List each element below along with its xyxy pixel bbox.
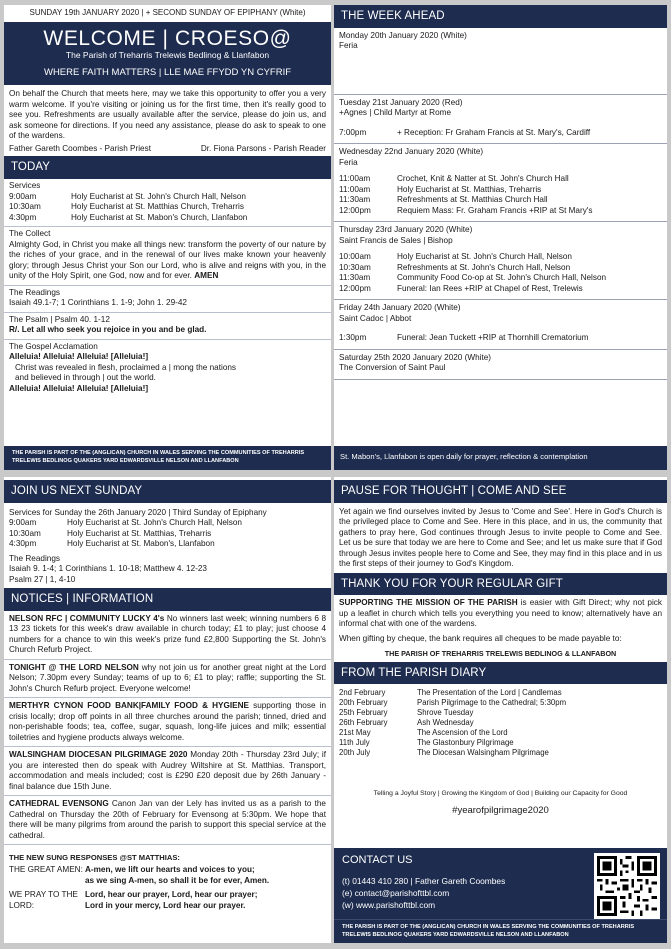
week-day-subtitle: Feria bbox=[339, 157, 358, 167]
next-service-row bbox=[9, 518, 326, 529]
notice-item bbox=[4, 747, 331, 796]
week-event-desc: + Reception: Fr Graham Francis at St. Mary's, Cardiff bbox=[397, 127, 591, 137]
next-service-time: 4:30pm bbox=[9, 539, 37, 549]
diary-date: 20th July bbox=[339, 748, 371, 758]
today-heading: TODAY bbox=[4, 156, 331, 179]
diary-item bbox=[339, 698, 662, 708]
collect-text: Almighty God, in Christ you make all things new: transform the poverty of our nature by the riches of your grace, and in the renewal of our lives make known your heavenly glory; through Jesus Christ your Son our Lord, who is alive and reigns with you, in the unity of the Holy Spirit, one God, now and for ever. AMEN bbox=[9, 239, 326, 281]
diary-heading: FROM THE PARISH DIARY bbox=[334, 662, 667, 685]
service-desc: Holy Eucharist at St. Mabon's Church, Llanfabon bbox=[71, 212, 248, 222]
notice-text: why not join us for another great night at the Lord Nelson; 7.30pm every Sunday; teams of up to 6; £1 to play; raffle; supporting the St. John's Church Refurb project. Everyone welcome! bbox=[9, 662, 326, 693]
collect-amen: AMEN bbox=[194, 271, 219, 281]
diary-desc: The Presentation of the Lord | Candlemas bbox=[417, 688, 562, 698]
diary-desc: Parish Pilgrimage to the Cathedral; 5:30pm bbox=[417, 698, 567, 708]
diary-desc: The Ascension of the Lord bbox=[417, 728, 508, 738]
notice-lead: MERTHYR CYNON FOOD BANK|FAMILY FOOD & HYGIENE bbox=[9, 701, 249, 711]
diary-hashtag: #yearofpilgrimage2020 bbox=[452, 804, 549, 816]
diary-date: 11th July bbox=[339, 738, 370, 748]
diary-item bbox=[339, 748, 662, 758]
service-time: 4:30pm bbox=[9, 212, 37, 222]
today-footer: THE PARISH IS PART OF THE (ANGLICAN) CHURCH IN WALES SERVING THE COMMUNITIES OF TREHARRIS TRELEWIS BEDLINOG QUAKERS YARD EDWARDSVILLE NELSON AND LLANFABON bbox=[4, 446, 331, 470]
diary-item bbox=[339, 738, 662, 748]
diary-desc: Ash Wednesday bbox=[417, 718, 474, 728]
service-row bbox=[9, 192, 326, 203]
week-event bbox=[339, 252, 662, 263]
week-day bbox=[334, 144, 667, 222]
gospel-label: The Gospel Acclamation bbox=[9, 341, 98, 351]
week-event-desc: Crochet, Knit & Natter at St. John's Church Hall bbox=[397, 174, 569, 184]
qr-code-icon bbox=[594, 853, 660, 919]
week-event bbox=[339, 333, 662, 344]
priest-name: Father Gareth Coombes - Parish Priest bbox=[9, 143, 151, 153]
notice-text: No winners last week; winning numbers 6 8 13 23 tickets for this week's draw available in church today; £1 to play; just choose 4 numbers for a chance to win this week's prize fund £2,800 Supporting the St. John's Church Refurb Project. bbox=[9, 613, 327, 655]
week-day-subtitle: Saint Francis de Sales | Bishop bbox=[339, 235, 453, 245]
week-event-time: 12:00pm bbox=[339, 283, 371, 293]
service-desc: Holy Eucharist at St. Matthias Church, Treharris bbox=[71, 202, 244, 212]
week-event-desc: Community Food Co-op at St. John's Church Hall, Nelson bbox=[397, 273, 607, 283]
psalm-label: The Psalm | Psalm 40. 1-12 bbox=[9, 314, 110, 324]
welcome-banner bbox=[4, 22, 331, 85]
week-event bbox=[339, 174, 662, 185]
notice-item bbox=[4, 796, 331, 845]
week-event-desc: Holy Eucharist at St. Matthias, Treharris bbox=[397, 184, 542, 194]
next-sunday-notices-panel bbox=[4, 477, 331, 943]
alleluia-2: Alleluia! Alleluia! Alleluia! [Alleluia!] bbox=[9, 383, 149, 393]
response-line: Lord, hear our prayer, Lord, hear our prayer; bbox=[85, 890, 258, 900]
response-row bbox=[9, 865, 326, 886]
notice-text: Canon Jan van der Lely has invited us as a parish to the Cathedral on Thursday the 20th of February for Evensong at 5:30pm. We hope that there will be many pilgrims from around the parish to support this special service at the cathedral. bbox=[9, 799, 326, 840]
week-event-desc: Funeral: Jean Tuckett +RIP at Thornhill Crematorium bbox=[397, 333, 589, 343]
notice-item bbox=[4, 660, 331, 699]
diary-desc: Shrove Tuesday bbox=[417, 708, 474, 718]
week-event-time: 7:00pm bbox=[339, 127, 367, 137]
next-service-desc: Holy Eucharist at St. John's Church Hall, Nelson bbox=[67, 518, 242, 528]
gospel-line-2: and believed in through | out the world. bbox=[15, 373, 156, 383]
service-desc: Holy Eucharist at St. John's Church Hall, Nelson bbox=[71, 191, 246, 201]
diary-desc: The Diocesan Walsingham Pilgrimage bbox=[417, 748, 549, 758]
welcome-subtitle: The Parish of Treharris Trelewis Bedlinog & Llanfabon bbox=[65, 50, 270, 61]
week-event bbox=[339, 206, 662, 217]
contact-phone: (t) 01443 410 280 | Father Gareth Coombes bbox=[342, 876, 506, 887]
diary-item bbox=[339, 688, 662, 698]
notice-lead: NELSON RFC | COMMUNITY LUCKY 4's bbox=[9, 613, 165, 623]
week-event bbox=[339, 195, 662, 206]
next-service-desc: Holy Eucharist at St. Matthias, Treharris bbox=[67, 528, 212, 538]
week-event-desc: Refreshments at St. John's Church Hall, Nelson bbox=[397, 262, 571, 272]
week-event bbox=[339, 284, 662, 295]
service-row bbox=[9, 213, 326, 224]
diary-desc: The Glastonbury Pilgrimage bbox=[417, 738, 514, 748]
service-row bbox=[9, 202, 326, 213]
week-ahead-panel bbox=[334, 5, 667, 470]
week-heading: THE WEEK AHEAD bbox=[334, 5, 667, 28]
diary-date: 20th February bbox=[339, 698, 388, 708]
contact-email[interactable]: (e) contact@parishofttbl.com bbox=[342, 887, 450, 898]
week-event bbox=[339, 128, 662, 139]
response-line: Lord in your mercy, Lord hear our prayer. bbox=[85, 900, 246, 910]
readings-label: The Readings bbox=[9, 287, 60, 297]
contact-footer: THE PARISH IS PART OF THE (ANGLICAN) CHURCH IN WALES SERVING THE COMMUNITIES OF TREHARRIS TRELEWIS BEDLINOG QUAKERS YARD EDWARDSVILLE NELSON AND LLANFABON bbox=[334, 919, 667, 943]
week-day bbox=[334, 222, 667, 300]
response-line: A-men, we lift our hearts and voices to you; bbox=[85, 865, 255, 875]
next-service-desc: Holy Eucharist at St. Mabon's, Llanfabon bbox=[67, 539, 215, 549]
week-event-time: 11:30am bbox=[339, 273, 371, 283]
services-label: Services bbox=[9, 181, 41, 191]
diary-item bbox=[339, 718, 662, 728]
psalm-response: R/. Let all who seek you rejoice in you and be glad. bbox=[9, 325, 207, 335]
welcome-title: WELCOME | CROESO@ bbox=[43, 27, 292, 51]
gift-payee: THE PARISH OF TREHARRIS TRELEWIS BEDLINOG & LLANFABON bbox=[384, 649, 617, 659]
week-day-title: Tuesday 21st January 2020 (Red) bbox=[339, 97, 463, 107]
week-event-desc: Funeral: Ian Rees +RIP at Chapel of Rest, Trelewis bbox=[397, 283, 583, 293]
notice-text: supporting those in crisis locally; drop off points in all three churches around the parish; tinned, dried and non-perishable foods; tea, coffee, sugar, squash, long-life juices and milk; essential toiletries and hygiene products always welcome. bbox=[9, 701, 326, 742]
gift-heading: THANK YOU FOR YOUR REGULAR GIFT bbox=[334, 573, 667, 596]
collect-label: The Collect bbox=[9, 229, 51, 239]
week-day-subtitle: +Agnes | Child Martyr at Rome bbox=[339, 108, 452, 118]
notice-lead: TONIGHT @ THE LORD NELSON bbox=[9, 662, 139, 672]
diary-date: 2nd February bbox=[339, 688, 386, 698]
week-event bbox=[339, 273, 662, 284]
alleluia-1: Alleluia! Alleluia! Alleluia! [Alleluia!] bbox=[9, 352, 149, 362]
week-day-title: Monday 20th January 2020 (White) bbox=[339, 30, 467, 40]
readings-text: Isaiah 49.1-7; 1 Corinthians 1. 1-9; John 1. 29-42 bbox=[9, 298, 187, 308]
next-readings-label: The Readings bbox=[9, 553, 60, 563]
response-row bbox=[9, 890, 326, 911]
service-time: 10:30am bbox=[9, 202, 41, 212]
contact-heading: CONTACT US bbox=[342, 854, 413, 866]
week-event-time: 12:00pm bbox=[339, 205, 371, 215]
week-event-desc: Requiem Mass: Fr. Graham Francis +RIP at St Mary's bbox=[397, 205, 593, 215]
diary-item bbox=[339, 708, 662, 718]
diary-motto: Telling a Joyful Story | Growing the Kingdom of God | Building our Capacity for Good bbox=[373, 790, 628, 798]
week-day-title: Friday 24th January 2020 (White) bbox=[339, 303, 461, 313]
week-event-time: 10:30am bbox=[339, 262, 371, 272]
week-day bbox=[334, 95, 667, 145]
notice-lead: CATHEDRAL EVENSONG bbox=[9, 799, 109, 809]
week-event bbox=[339, 263, 662, 274]
week-day-title: Thursday 23rd January 2020 (White) bbox=[339, 225, 473, 235]
week-event-time: 11:00am bbox=[339, 184, 371, 194]
response-label: WE PRAY TO THE LORD: bbox=[9, 890, 78, 910]
week-event-time: 11:30am bbox=[339, 195, 371, 205]
next-service-time: 10:30am bbox=[9, 528, 41, 538]
week-day-title: Saturday 25th 2020 January 2020 (White) bbox=[339, 352, 492, 362]
week-event-desc: Holy Eucharist at St. John's Church Hall, Nelson bbox=[397, 252, 572, 262]
next-service-row bbox=[9, 529, 326, 540]
diary-item bbox=[339, 728, 662, 738]
week-day-subtitle: Saint Cadoc | Abbot bbox=[339, 313, 412, 323]
week-day-subtitle: The Conversion of Saint Paul bbox=[339, 363, 446, 373]
pause-gift-diary-panel bbox=[334, 477, 667, 943]
date-line: SUNDAY 19th JANUARY 2020 | + SECOND SUNDAY OF EPIPHANY (White) bbox=[29, 8, 306, 17]
service-time: 9:00am bbox=[9, 191, 37, 201]
diary-date: 26th February bbox=[339, 718, 388, 728]
welcome-today-panel bbox=[4, 5, 331, 470]
next-sunday-heading: JOIN US NEXT SUNDAY bbox=[4, 480, 331, 503]
next-service-row bbox=[9, 539, 326, 550]
week-event-time: 11:00am bbox=[339, 174, 371, 184]
week-day-subtitle: Feria bbox=[339, 41, 358, 51]
notice-lead: WALSINGHAM DIOCESAN PILGRIMAGE 2020 bbox=[9, 750, 188, 760]
pause-heading: PAUSE FOR THOUGHT | COME AND SEE bbox=[334, 480, 667, 503]
notice-text: Monday 20th - Thursday 23rd July; if you are interested then do speak with Audrey Wiltshire at St. Matthias. Transport, accommodation and meals included; cost is £290 £20 deposit due by 26th January - final balance due 15th June. bbox=[9, 750, 326, 791]
welcome-intro: On behalf the Church that meets here, may we take this opportunity to offer you a very warm welcome. If you're visiting or joining us for the first time, then it's really good to see you. Refreshments are usually available after the service, please do join us, and ask someone for directions. If you need any assistance, please do ask to speak to one of the wardens. bbox=[9, 89, 326, 141]
response-label: THE GREAT AMEN: bbox=[9, 865, 83, 875]
diary-date: 21st May bbox=[339, 728, 371, 738]
notice-item bbox=[4, 611, 331, 660]
pause-text: Yet again we find ourselves invited by Jesus to 'Come and See'. Here in God's Church is the privileged place to Come and See. Here in this place, and in us, the community that gathers to pray here, God continues through Jesus to invite people to Come and See. Let us be sure that today we are here to Come and See; and let us make sure that if God through Jesus invites people here to Come and See, they may find in this place and in us the first steps of their journey to God's Kingdom. bbox=[339, 506, 662, 569]
week-day bbox=[334, 28, 667, 95]
responses-heading: THE NEW SUNG RESPONSES @ST MATTHIAS: bbox=[9, 853, 180, 863]
week-footer: St. Mabon's, Llanfabon is open daily for prayer, reflection & contemplation bbox=[334, 446, 667, 470]
next-readings: Isaiah 9. 1-4; 1 Corinthians 1. 10-18; Matthew 4. 12-23 bbox=[9, 564, 207, 574]
next-service-time: 9:00am bbox=[9, 518, 37, 528]
week-event bbox=[339, 185, 662, 196]
week-day bbox=[334, 350, 667, 380]
contact-web[interactable]: (w) www.parishofttbl.com bbox=[342, 899, 436, 910]
week-event-desc: Refreshments at St. Matthias Church Hall bbox=[397, 195, 548, 205]
gift-text-1: SUPPORTING THE MISSION OF THE PARISH is easier with Gift Direct; why not pick up a leaflet in church which tells you everything you need to know; alternatively have an informal chat with one of the wardens. bbox=[339, 598, 662, 629]
next-sunday-intro: Services for Sunday the 26th January 2020 | Third Sunday of Epiphany bbox=[9, 507, 267, 517]
reader-name: Dr. Fiona Parsons - Parish Reader bbox=[200, 143, 326, 153]
week-day bbox=[334, 300, 667, 350]
diary-date: 25th February bbox=[339, 708, 388, 718]
week-day-title: Wednesday 22nd January 2020 (White) bbox=[339, 147, 484, 157]
welcome-tagline: WHERE FAITH MATTERS | LLE MAE FFYDD YN CYFRIF bbox=[43, 67, 292, 79]
notices-heading: NOTICES | INFORMATION bbox=[4, 588, 331, 611]
gospel-line-1: Christ was revealed in flesh, proclaimed a | mong the nations bbox=[15, 362, 237, 372]
week-event-time: 10:00am bbox=[339, 252, 371, 262]
response-line: as we sing A-men, so shall it be for ever, Amen. bbox=[85, 875, 270, 885]
week-event-time: 1:30pm bbox=[339, 333, 367, 343]
contact-block bbox=[334, 848, 667, 943]
next-psalm: Psalm 27 | 1, 4-10 bbox=[9, 574, 76, 584]
gift-text-2: When gifting by cheque, the bank requires all cheques to be made payable to: bbox=[339, 633, 622, 643]
notice-item bbox=[4, 698, 331, 747]
